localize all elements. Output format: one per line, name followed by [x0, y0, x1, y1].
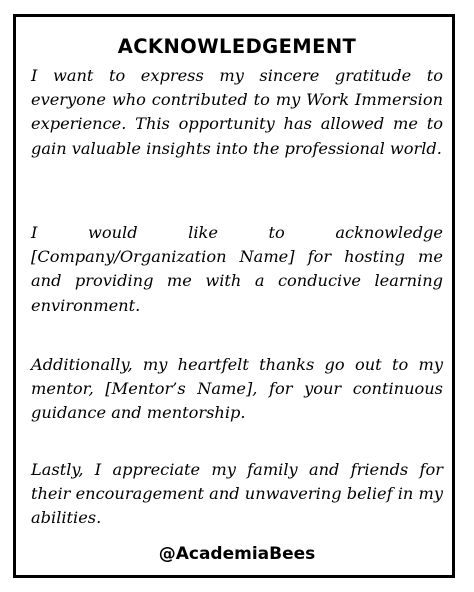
page-title: ACKNOWLEDGEMENT: [117, 35, 357, 58]
paragraph-company-acknowledgement: I would like to acknowledge [Company/Organization Name] for hosting me and providing me with a conducive learning environment.: [31, 223, 443, 315]
paragraph-family-thanks: Lastly, I appreciate my family and friends for their encouragement and unwavering belief in my abilities.: [31, 460, 443, 528]
paragraph-mentor-thanks: Additionally, my heartfelt thanks go out to my mentor, [Mentor’s Name], for your continuous guidance and mentorship.: [31, 355, 443, 423]
paragraph-gratitude: I want to express my sincere gratitude to everyone who contributed to my Work Immersion experience. This opportunity has allowed me to gain valuable insights into the professional world.: [31, 66, 443, 158]
credit-handle: @AcademiaBees: [158, 544, 316, 564]
